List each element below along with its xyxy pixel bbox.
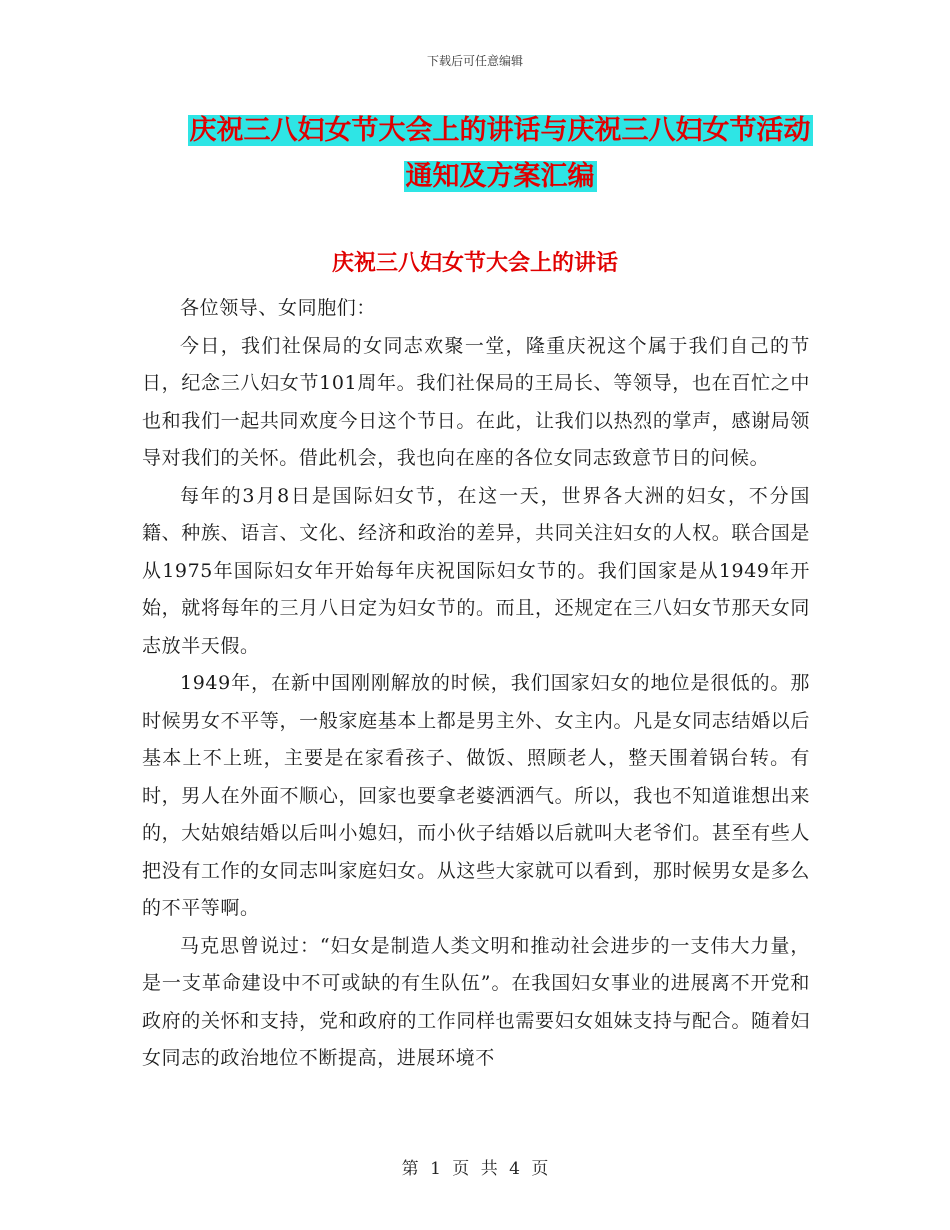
document-title-line1: 庆祝三八妇女节大会上的讲话与庆祝三八妇女节活动	[189, 115, 811, 146]
paragraph: 今日，我们社保局的女同志欢聚一堂，隆重庆祝这个属于我们自己的节日，纪念三八妇女节101周年。我们社保局的王局长、等领导，也在百忙之中也和我们一起共同欢度今日这个节日。在此，让我们以热烈的掌声，感谢局领导对我们的关怀。借此机会，我也向在座的各位女同志致意节日的问候。	[142, 334, 810, 469]
paragraph: 1949年，在新中国刚刚解放的时候，我们国家妇女的地位是很低的。那时候男女不平等，一般家庭基本上都是男主外、女主内。凡是女同志结婚以后基本上不上班，主要是在家看孩子、做饭、照顾老人，整天围着锅台转。有时，男人在外面不顺心，回家也要拿老婆洒洒气。所以，我也不知道谁想出来的，大姑娘结婚以后叫小媳妇，而小伙子结婚以后就叫大老爷们。甚至有些人把没有工作的女同志叫家庭妇女。从这些大家就可以看到，那时候男女是多么的不平等啊。	[142, 672, 810, 919]
section-title: 庆祝三八妇女节大会上的讲话	[331, 251, 618, 276]
document-body	[142, 290, 810, 1078]
paragraph: 马克思曾说过：“妇女是制造人类文明和推动社会进步的一支伟大力量，是一支革命建设中不可或缺的有生队伍”。在我国妇女事业的进展离不开党和政府的关怀和支持，党和政府的工作同样也需要妇女姐妹支持与配合。随着妇女同志的政治地位不断提高，进展环境不	[142, 934, 810, 1069]
page-footer: 第 1 页 共 4 页	[401, 1159, 549, 1179]
paragraph-salutation: 各位领导、女同胞们：	[180, 297, 377, 319]
document-title	[140, 108, 860, 200]
document-title-line2: 通知及方案汇编	[405, 161, 595, 192]
paragraph: 每年的3月8日是国际妇女节，在这一天，世界各大洲的妇女，不分国籍、种族、语言、文化、经济和政治的差异，共同关注妇女的人权。联合国是从1975年国际妇女年开始每年庆祝国际妇女节的。我们国家是从1949年开始，就将每年的三月八日定为妇女节的。而且，还规定在三八妇女节那天女同志放半天假。	[142, 484, 810, 657]
page-header-note: 下载后可任意编辑	[426, 54, 523, 68]
